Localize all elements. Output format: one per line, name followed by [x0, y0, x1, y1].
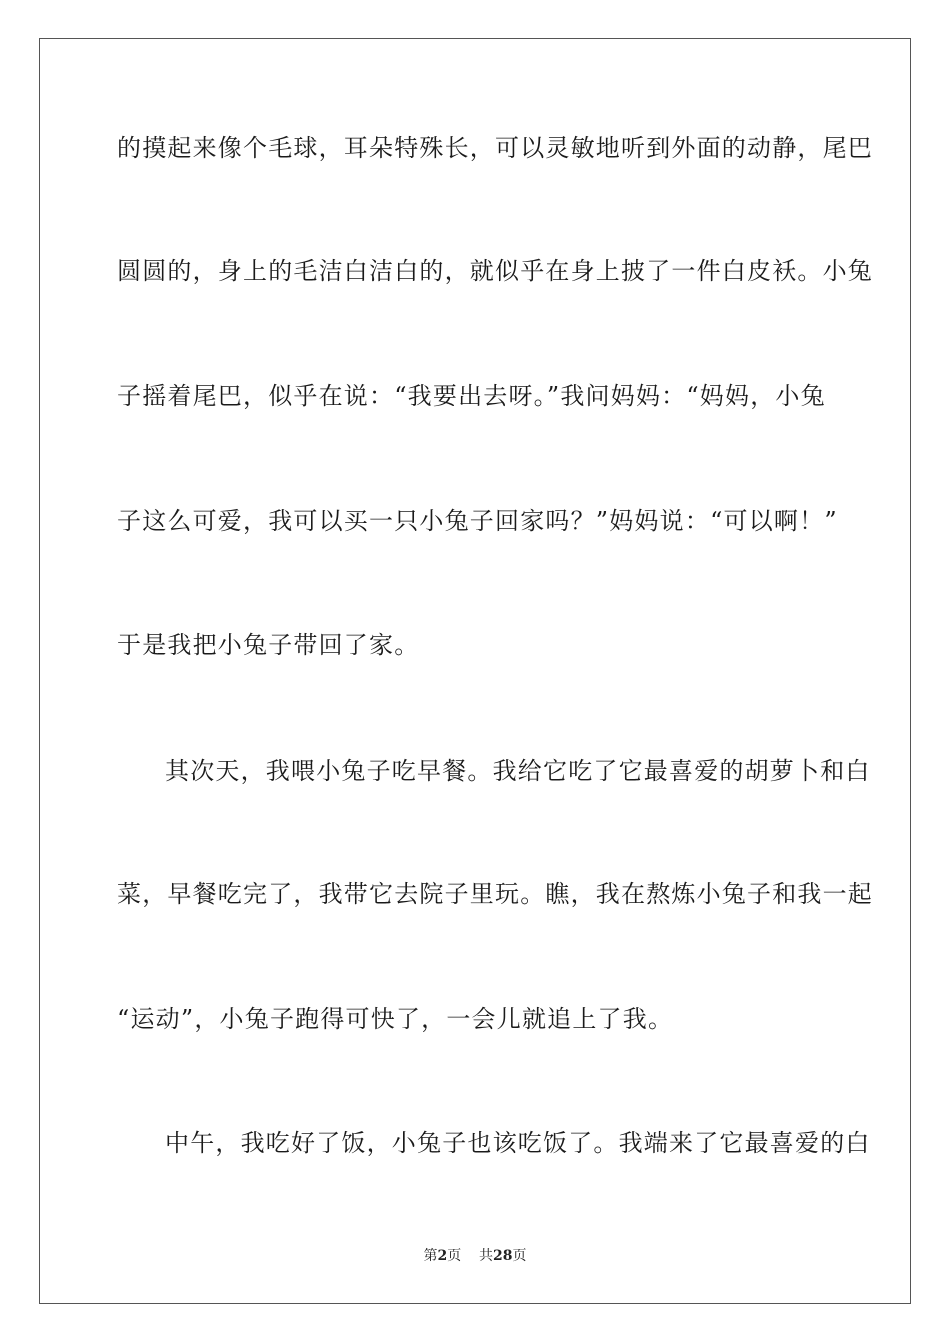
page-footer — [0, 1247, 950, 1265]
page-total: 共28页 — [479, 1248, 527, 1264]
paragraph-line: 其次天，我喂小兔子吃早餐。我给它吃了它最喜爱的胡萝卜和白 — [165, 757, 871, 785]
page-number: 第2页 — [423, 1248, 462, 1264]
paragraph-line: 于是我把小兔子带回了家。 — [117, 631, 420, 659]
paragraph-line: 子这么可爱，我可以买一只小兔子回家吗？”妈妈说：“可以啊！” — [117, 507, 838, 535]
paragraph-line: “运动”，小兔子跑得可快了，一会儿就追上了我。 — [117, 1005, 674, 1033]
paragraph-line: 圆圆的，身上的毛洁白洁白的，就似乎在身上披了一件白皮袄。小兔 — [117, 257, 873, 285]
paragraph-line: 菜，早餐吃完了，我带它去院子里玩。瞧，我在熬炼小兔子和我一起 — [117, 880, 873, 908]
paragraph-line: 中午，我吃好了饭，小兔子也该吃饭了。我端来了它最喜爱的白 — [165, 1129, 871, 1157]
paragraph-line: 子摇着尾巴，似乎在说：“我要出去呀。”我问妈妈：“妈妈，小兔 — [117, 382, 826, 410]
page-border — [39, 38, 911, 1304]
paragraph-line: 的摸起来像个毛球，耳朵特殊长，可以灵敏地听到外面的动静，尾巴 — [117, 134, 873, 162]
